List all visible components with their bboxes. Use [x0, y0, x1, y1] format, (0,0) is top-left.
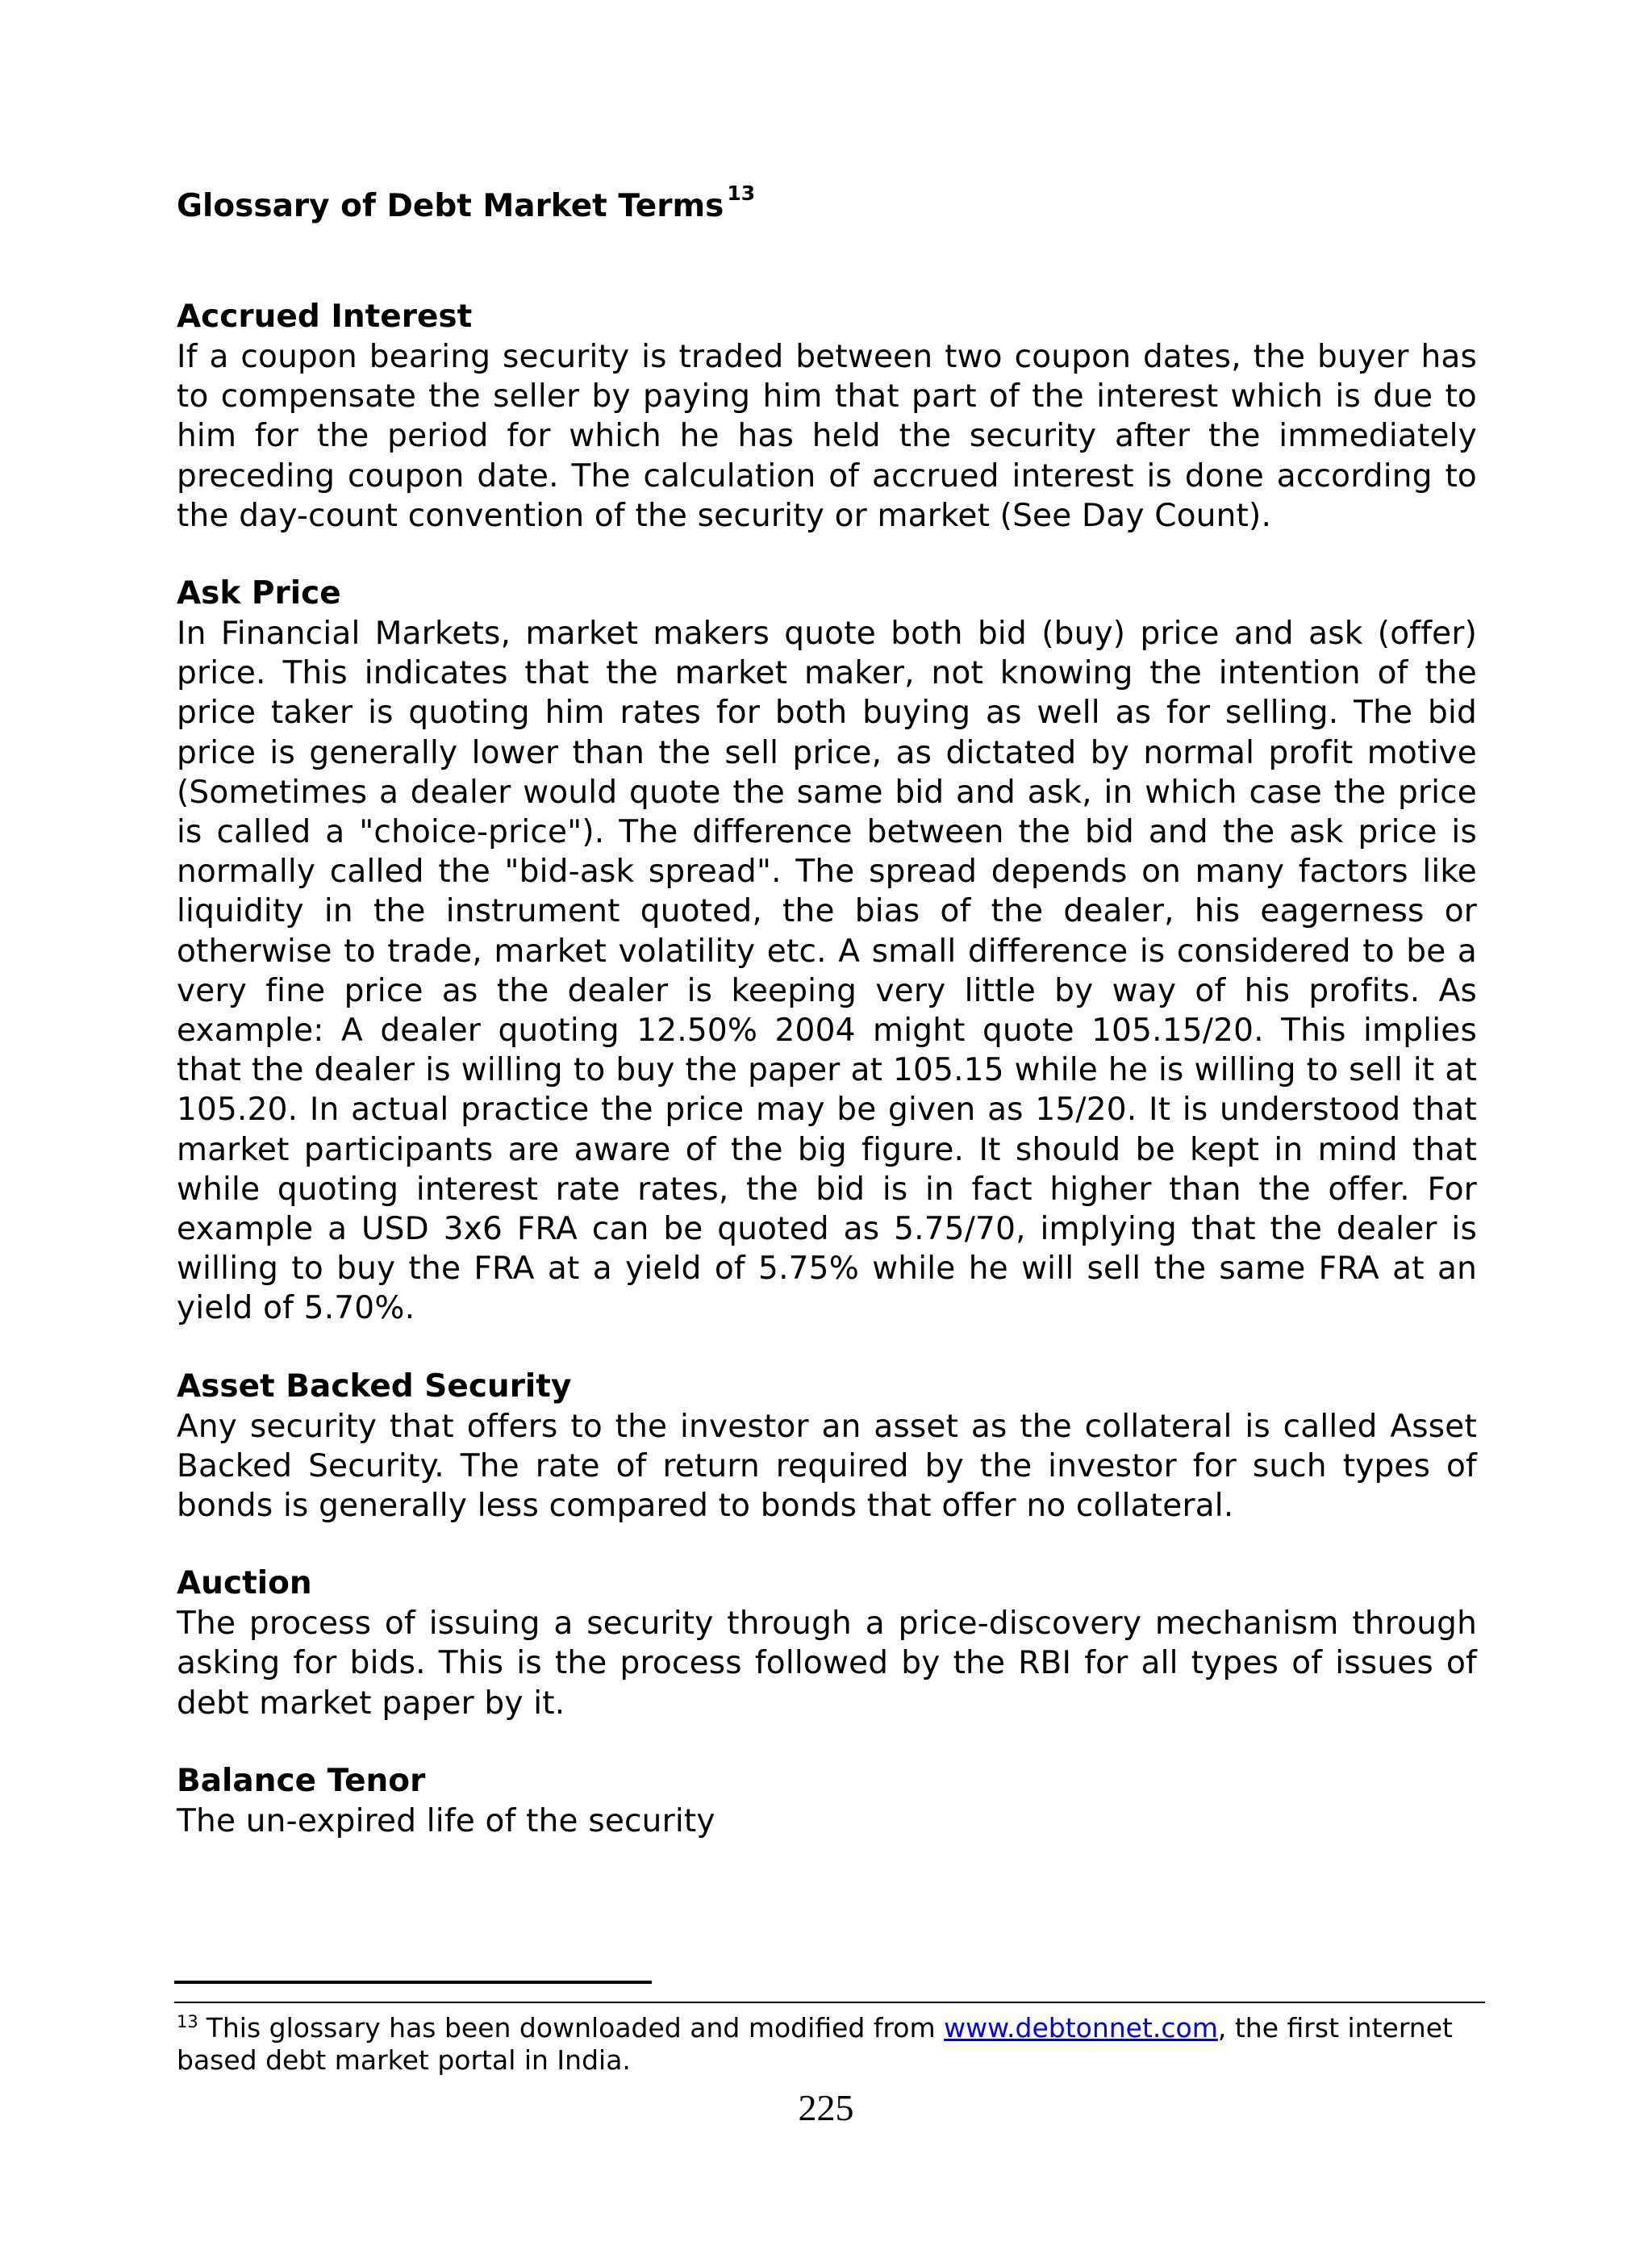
term-heading: Asset Backed Security [177, 1367, 572, 1405]
footnote-frame-line [174, 2002, 1485, 2003]
term-definition: In Financial Markets, market makers quote both bid (buy) price and ask (offer) price. This indicates that the market maker, not knowing the intention of the price taker is quoting him rates for both buying as well as for selling. The bid price is generally lower than the sell price, as dictated by normal profit motive (Sometimes a dealer would quote the same bid and ask, in which case the price is called a "choice-price"). The difference between the bid and the ask price is normally called the "bid-ask spread". The spread depends on many factors like liquidity in the instrument quoted, the bias of the dealer, his eagerness or otherwise to trade, market volatility etc. A small difference is considered to be a very fine price as the dealer is keeping very little by way of his profits. As example: A dealer quoting 12.50% 2004 might quote 105.15/20. This implies that the dealer is willing to buy the paper at 105.15 while he is willing to sell it at 105.20. In actual practice the price may be given as 15/20. It is understood that market participants are aware of the big figure. It should be kept in mind that while quoting interest rate rates, the bid is in fact higher than the offer. For example a USD 3x6 FRA can be quoted as 5.75/70, implying that the dealer is willing to buy the FRA at a yield of 5.75% while he will sell the same FRA at an yield of 5.70%. [177, 616, 1477, 1327]
footnote-separator [174, 1981, 652, 1984]
term-definition: If a coupon bearing security is traded between two coupon dates, the buyer has to compensate the seller by paying him that part of the interest which is due to him for the period for which he has held the security after the immediately preceding coupon date. The calculation of accrued interest is done according to the day-count convention of the security or market (See Day Count). [177, 339, 1477, 534]
term-heading: Accrued Interest [177, 299, 473, 335]
page-title [177, 174, 755, 226]
footnote-text-after: , the first internet based debt market portal in India. [177, 2012, 1453, 2076]
glossary-entry-auction [177, 1564, 1477, 1723]
page-number: 225 [798, 2087, 854, 2128]
glossary-entry-ask-price [177, 574, 1477, 1329]
footnote-link[interactable]: www.debtonnet.com [944, 2012, 1218, 2044]
footnote-text-before: This glossary has been downloaded and modified from [206, 2012, 945, 2044]
footnote-marker: 13 [177, 2012, 198, 2031]
term-definition: The process of issuing a security through a price-discovery mechanism through asking for bids. This is the process followed by the RBI for all types of issues of debt market paper by it. [177, 1605, 1477, 1722]
term-heading: Auction [177, 1565, 312, 1602]
term-heading: Balance Tenor [177, 1762, 426, 1799]
term-definition: Any security that offers to the investor an asset as the collateral is called Asset Backed Security. The rate of return required by the investor for such types of bonds is generally less compared to bonds that offer no collateral. [177, 1408, 1477, 1525]
glossary-entry-asset-backed-security [177, 1367, 1477, 1526]
glossary-entry-accrued-interest [177, 297, 1477, 536]
term-heading: Ask Price [177, 575, 341, 612]
term-definition: The un-expired life of the security [177, 1802, 715, 1839]
footnote [177, 2006, 1477, 2077]
glossary-list [177, 297, 1477, 1879]
page-title-text: Glossary of Debt Market Terms [177, 188, 724, 224]
glossary-entry-balance-tenor [177, 1761, 1477, 1841]
title-footnote-marker[interactable]: 13 [727, 182, 756, 205]
